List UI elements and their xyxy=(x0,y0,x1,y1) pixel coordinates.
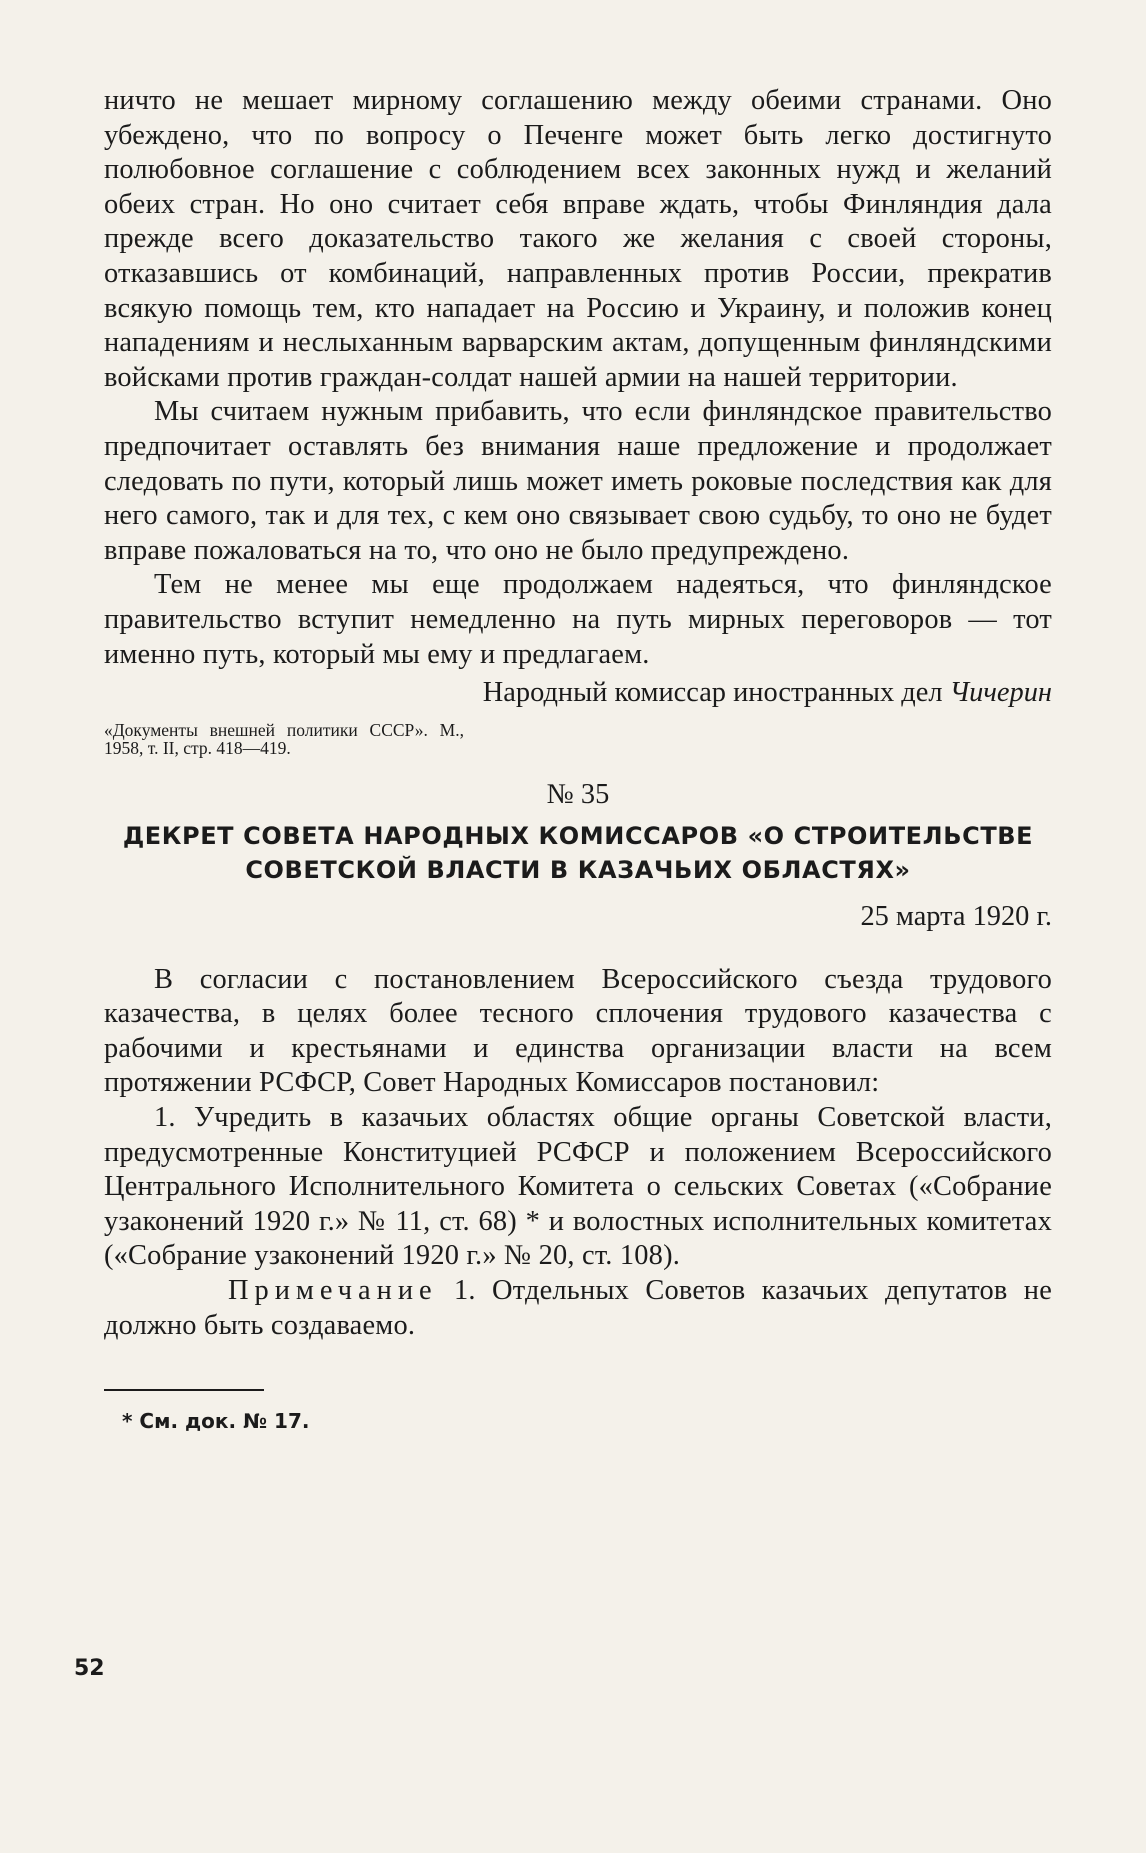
signature xyxy=(104,676,1052,711)
spacer xyxy=(104,933,1052,963)
note-text: 1. Отдельных Советов казачьих депутатов не должно быть создаваемо. xyxy=(104,1275,1052,1341)
paragraph-2: Мы считаем нужным прибавить, что если финляндское правительство предпочитает оставлять без внимания наше предложение и продолжает следовать по пути, который лишь может иметь роковые последствия как для него самого, так и для тех, с кем оно связывает свою судьбу, то оно не будет вправе пожаловаться на то, что оно не было предупреждено. xyxy=(104,396,1052,566)
document-title-line-2: СОВЕТСКОЙ ВЛАСТИ В КАЗАЧЬИХ ОБЛАСТЯХ» xyxy=(245,855,911,884)
footnote-divider xyxy=(104,1389,264,1391)
document-date: 25 марта 1920 г. xyxy=(860,900,1052,932)
signature-name: Чичерин xyxy=(949,677,1052,709)
document-title xyxy=(104,819,1052,887)
signature-position: Народный комиссар иностранных дел xyxy=(482,677,943,709)
source-citation: «Документы внешней политики СССР». М., 1958, т. II, стр. 418—419. xyxy=(104,719,464,758)
document-title-line-1: ДЕКРЕТ СОВЕТА НАРОДНЫХ КОМИССАРОВ «О СТРОИТЕЛЬСТВЕ xyxy=(122,821,1034,850)
continuation-paragraph: ничто не мешает мирному соглашению между обеими странами. Оно убеждено, что по вопросу о Печенге может быть легко достигнуто полюбовное соглашение с соблюдением всех законных нужд и желаний обеих стран. Но оно считает себя вправе ждать, чтобы Финляндия дала прежде всего доказательство такого же желания с своей стороны, отказавшись от комбинаций, направленных против России, прекратив всякую помощь тем, кто нападает на Россию и Украину, и положив конец нападениям и неслыханным варварским актам, допущенным финляндскими войсками против граждан-солдат нашей армии на нашей территории. xyxy=(104,85,1052,393)
note-label: Примечание xyxy=(228,1275,438,1307)
paragraph-3: Тем не менее мы еще продолжаем надеяться, что финляндское правительство вступит немедленно на путь мирных переговоров — тот именно путь, который мы ему и предлагаем. xyxy=(104,569,1052,670)
note-1 xyxy=(104,1274,1052,1343)
page-number: 52 xyxy=(74,1656,105,1681)
document-number: № 35 xyxy=(546,778,610,810)
footnote: * См. док. № 17. xyxy=(122,1409,310,1434)
document-page xyxy=(104,84,1052,1433)
decree-preamble: В согласии с постановлением Всероссийского съезда трудового казачества, в целях более тесного сплочения трудового казачества с рабочими и крестьянами и единства организации власти на всем протяжении РСФСР, Совет Народных Комиссаров постановил: xyxy=(104,963,1052,1099)
decree-point-1: 1. Учредить в казачьих областях общие органы Советской власти, предусмотренные Конституцией РСФСР и положением Всероссийского Центрального Исполнительного Комитета о сельских Советах («Собрание узаконений 1920 г.» № 11, ст. 68) * и волостных исполнительных комитетах («Собрание узаконений 1920 г.» № 20, ст. 108). xyxy=(104,1102,1052,1272)
